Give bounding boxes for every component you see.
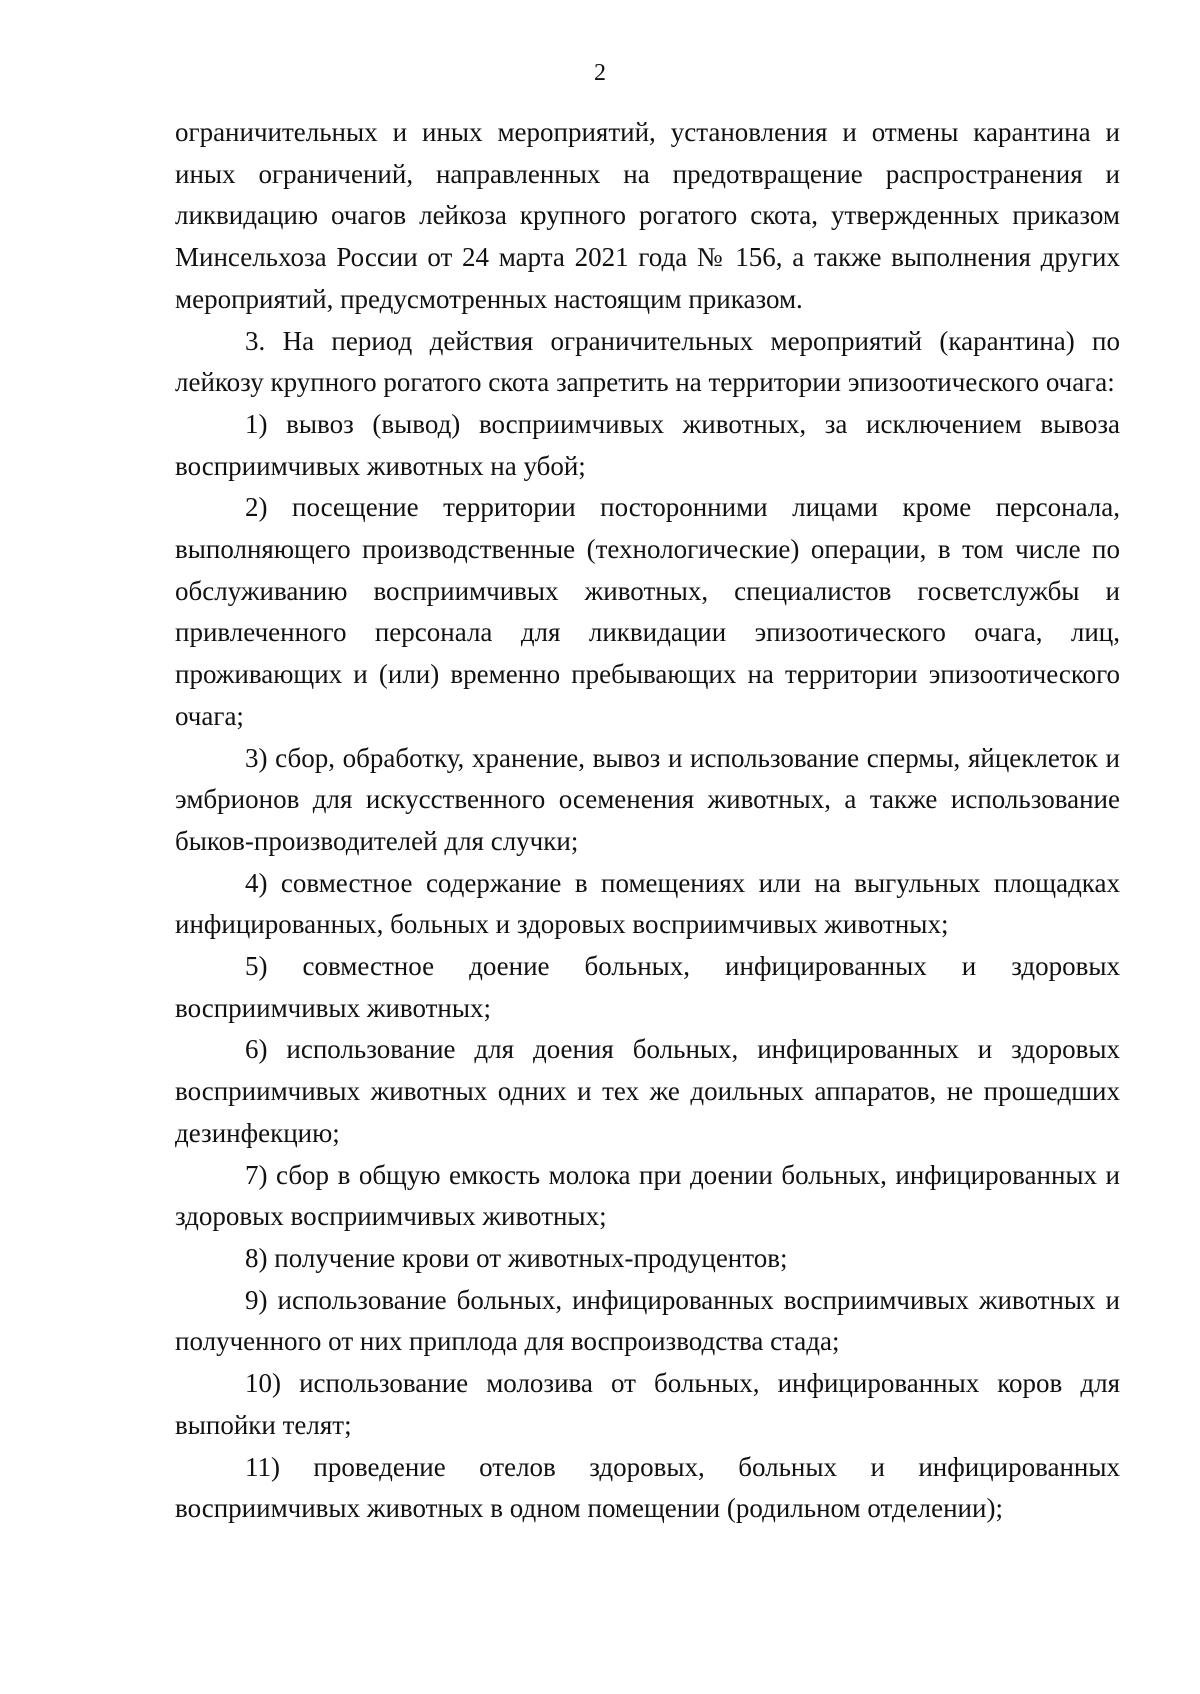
list-item-7: 7) сбор в общую емкость молока при доении больных, инфицированных и здоровых восприимчивых животных;: [175, 1159, 1120, 1232]
list-item-6: 6) использование для доения больных, инфицированных и здоровых восприимчивых животных одних и тех же доильных аппаратов, не прошедших дезинфекцию;: [175, 1034, 1120, 1148]
paragraph-clause-3: 3. На период действия ограничительных мероприятий (карантина) по лейкозу крупного рогатого скота запретить на территории эпизоотического очага:: [175, 325, 1120, 398]
list-item-8: 8) получение крови от животных-продуцентов;: [245, 1242, 788, 1273]
page-number: 2: [594, 60, 606, 86]
list-item-4: 4) совместное содержание в помещениях или на выгульных площадках инфицированных, больных и здоровых восприимчивых животных;: [175, 867, 1120, 940]
list-item-10: 10) использование молозива от больных, инфицированных коров для выпойки телят;: [175, 1368, 1120, 1440]
list-item-5: 5) совместное доение больных, инфицированных и здоровых восприимчивых животных;: [175, 951, 1120, 1023]
list-item-1: 1) вывоз (вывод) восприимчивых животных, за исключением вывоза восприимчивых животных на убой;: [175, 408, 1120, 481]
list-item-2: 2) посещение территории посторонними лицами кроме персонала, выполняющего производственные (технологические) операции, в том числе по обслуживанию восприимчивых животных, специалистов госветслужбы и привлеченного персонала для ликвидации эпизоотического очага, лиц, проживающих и (или) временно пребывающих на территории эпизоотического очага;: [175, 492, 1120, 731]
paragraph-continuation: ограничительных и иных мероприятий, установления и отмены карантина и иных ограничений, направленных на предотвращение распространения и ликвидацию очагов лейкоза крупного рогатого скота, утвержденных приказом Минсельхоза России от 24 марта 2021 года № 156, а также выполнения других мероприятий, предусмотренных настоящим приказом.: [175, 117, 1120, 314]
list-item-3: 3) сбор, обработку, хранение, вывоз и использование спермы, яйцеклеток и эмбрионов для искусственного осеменения животных, а также использование быков-производителей для случки;: [175, 742, 1120, 856]
list-item-11: 11) проведение отелов здоровых, больных и инфицированных восприимчивых животных в одном помещении (родильном отделении);: [175, 1451, 1120, 1524]
document-body: [175, 112, 1120, 1530]
list-item-9: 9) использование больных, инфицированных восприимчивых животных и полученного от них приплода для воспроизводства стада;: [175, 1284, 1120, 1357]
